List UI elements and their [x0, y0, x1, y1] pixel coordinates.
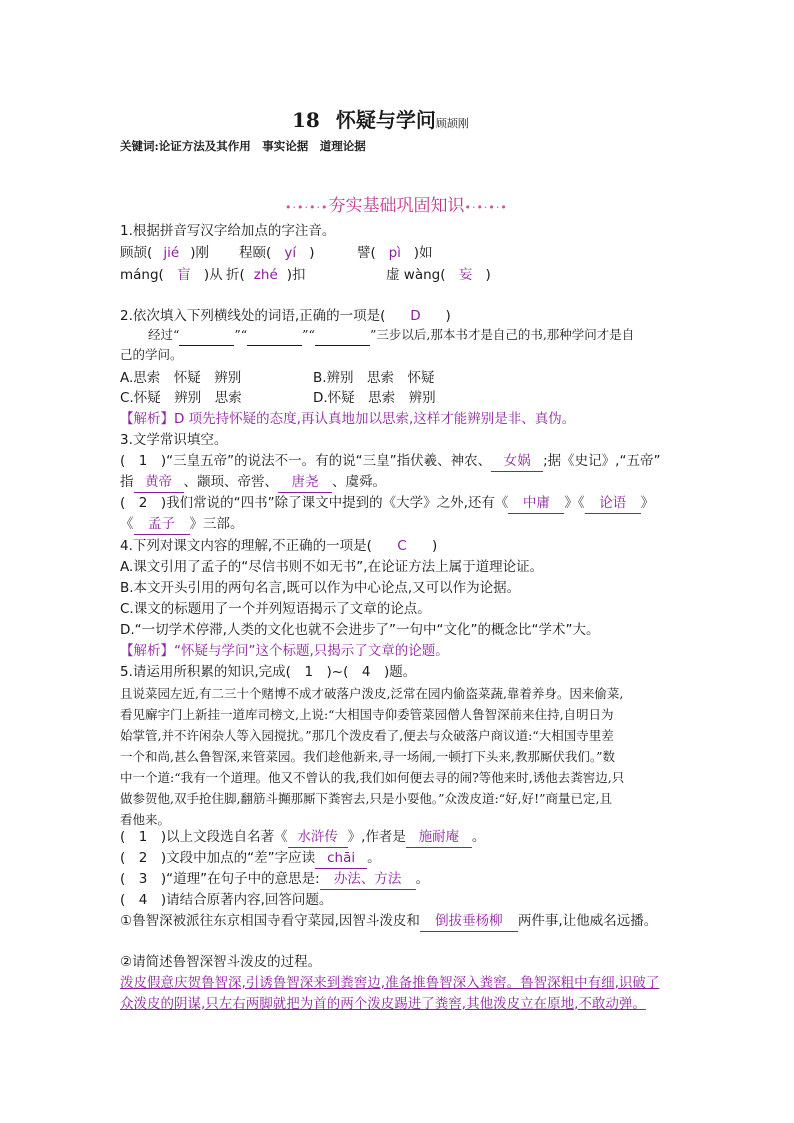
q1-row2-a: máng( 盲 )从 [120, 267, 223, 283]
q1-row2-c: 虚 wàng( 妄 ) [386, 267, 491, 283]
q4-stem: 4.下列对课文内容的理解,不正确的一项是( C ) [120, 538, 438, 554]
passage-line: 一个和尚,甚么鲁智深,来管菜园。我们趁他新来,寻一场闹,一顿打下头来,教那厮伏我们。”数 [120, 749, 616, 764]
answer: 办法、方法 [320, 869, 416, 890]
q3-line1: ( 1 )“三皇五帝”的说法不一。有的说“三皇”指伏羲、神农、 女娲 ;据《史记》,“五帝” [120, 451, 660, 472]
q2-option-d: D.怀疑 思索 辨别 [313, 390, 436, 406]
q5-sub2: ( 2 )文段中加点的“差”字应读 chāi 。 [120, 848, 381, 869]
answer: 倒拔垂杨柳 [420, 911, 518, 932]
q3-line3: ( 2 )我们常说的“四书”除了课文中提到的《大学》之外,还有《 中庸 》《 论语 》 [120, 493, 654, 514]
q2-option-a: A.思索 怀疑 辨别 [120, 370, 242, 386]
q5-sub4-part2: ②请简述鲁智深智斗泼皮的过程。 [120, 954, 322, 970]
passage-line: 看见廨宇门上新挂一道库司榜文,上说:“大相国寺仰委管菜园僧人鲁智深前来住持,自明日为 [120, 707, 614, 722]
banner-dots-left: •·•·•·• [285, 201, 329, 214]
analysis-label: 【解析】 [120, 643, 174, 659]
q5-sub3: ( 3 )“道理”在句子中的意思是: 办法、方法 。 [120, 869, 429, 890]
lesson-number: 18 [292, 108, 320, 132]
q2-option-c: C.怀疑 辨别 思索 [120, 390, 242, 406]
answer: 唐尧 [278, 472, 332, 493]
banner-text: 夯实基础巩固知识 [328, 196, 465, 216]
lesson-title: 怀疑与学问 [335, 108, 436, 132]
q2-quote-line2: 己的学问。 [120, 347, 183, 362]
q5-sub4-part1: ①鲁智深被派往东京相国寺看守菜园,因智斗泼皮和 倒拔垂杨柳 两件事,让他威名远播。 [120, 911, 657, 932]
passage-line: 中一个道:“我有一个道理。他又不曾认的我,我们如何便去寻的闹?等他来时,诱他去粪窖边,只 [120, 770, 625, 785]
answer: pì [388, 245, 401, 261]
passage-line: 始掌管,并不许闲杂人等入园搅扰。”那几个泼皮看了,便去与众破落户商议道:“大相国寺里差 [120, 728, 614, 743]
answer: 孟子 [134, 514, 190, 535]
q4-option-c: C.课文的标题用了一个并列短语揭示了文章的论点。 [120, 601, 431, 617]
keywords-line: 关键词:论证方法及其作用 事实论据 道理论据 [120, 139, 366, 153]
answer: 论语 [585, 493, 641, 514]
answer: 妄 [458, 267, 473, 283]
q4-option-b: B.本文开头引用的两句名言,既可以作为中心论点,又可以作为论据。 [120, 580, 521, 596]
q4-option-d: D.“一切学术停滞,人类的文化也就不会进步了”一句中“文化”的概念比“学术”大。 [120, 622, 600, 638]
q5-answer-line1: 泼皮假意庆贺鲁智深,引诱鲁智深来到粪窖边,准备推鲁智深入粪窖。鲁智深粗中有细,识破了 [120, 975, 660, 991]
q2-stem: 2.依次填入下列横线处的词语,正确的一项是( D ) [120, 308, 451, 324]
q3-stem: 3.文学常识填空。 [120, 432, 228, 448]
analysis-label: 【解析】 [120, 411, 174, 427]
answer: zhé [253, 267, 278, 283]
q5-sub1: ( 1 )以上文段选自名著《 水浒传 》,作者是 施耐庵 。 [120, 827, 485, 848]
answer: jié [163, 245, 180, 261]
q5-answer-line2: 众泼皮的阴谋,只左右两脚就把为首的两个泼皮踢进了粪窖,其他泼皮立在原地,不敢动弹。 [120, 996, 646, 1012]
q4-option-a: A.课文引用了孟子的“尽信书则不如无书”,在论证方法上属于道理论证。 [120, 559, 544, 575]
q3-line4: 《 孟子 》三部。 [120, 514, 244, 535]
section-banner [285, 191, 508, 216]
q1-row1-a: 顾颉( jié )刚 [120, 245, 210, 261]
answer: chāi [315, 848, 367, 869]
answer: D [410, 308, 421, 324]
q1-row1-b: 程颐( yí ) [239, 245, 315, 261]
q3-line2: 指 黄帝 、颛顼、帝喾、 唐尧 、虞舜。 [120, 472, 386, 493]
answer: C [397, 538, 407, 554]
answer: 施耐庵 [406, 827, 472, 848]
q2-option-b: B.辨别 思索 怀疑 [313, 370, 435, 386]
q5-sub4: ( 4 )请结合原著内容,回答问题。 [120, 892, 333, 908]
answer: 水浒传 [288, 827, 348, 848]
answer: 黄帝 [134, 472, 184, 493]
q1-stem: 1.根据拼音写汉字给加点的字注音。 [120, 223, 336, 239]
q1-row2-b: 折( zhé )扣 [226, 267, 306, 283]
banner-dots-right: •·•·•·• [464, 201, 508, 214]
q1-row1-c: 譬( pì )如 [357, 245, 433, 261]
passage-line: 做参贺他,双手抢住脚,翻筋斗攧那厮下粪窖去,只是小耍他。”众泼皮道:“好,好!”商量已定,且 [120, 791, 613, 806]
passage-line: 且说菜园左近,有二三十个赌博不成才破落户泼皮,泛常在园内偷盗菜蔬,靠着养身。因来偷菜, [120, 686, 624, 701]
q4-analysis: 【解析】“怀疑与学问”这个标题,只揭示了文章的论题。 [120, 643, 449, 659]
answer: 盲 [177, 267, 191, 283]
page-title [292, 104, 469, 133]
passage-line: 看他来。 [120, 812, 171, 827]
answer: yí [284, 245, 297, 261]
answer: 中庸 [508, 493, 564, 514]
answer: 女娲 [491, 451, 543, 472]
q2-analysis: 【解析】D 项先持怀疑的态度,再认真地加以思索,这样才能辨别是非、真伪。 [120, 411, 576, 427]
q5-stem: 5.请运用所积累的知识,完成( 1 )~( 4 )题。 [120, 664, 417, 680]
q2-quote: 经过“ ”“ ”“ ”三步以后,那本书才是自己的书,那种学问才是自 [148, 325, 634, 346]
author: 顾颉刚 [435, 117, 469, 130]
